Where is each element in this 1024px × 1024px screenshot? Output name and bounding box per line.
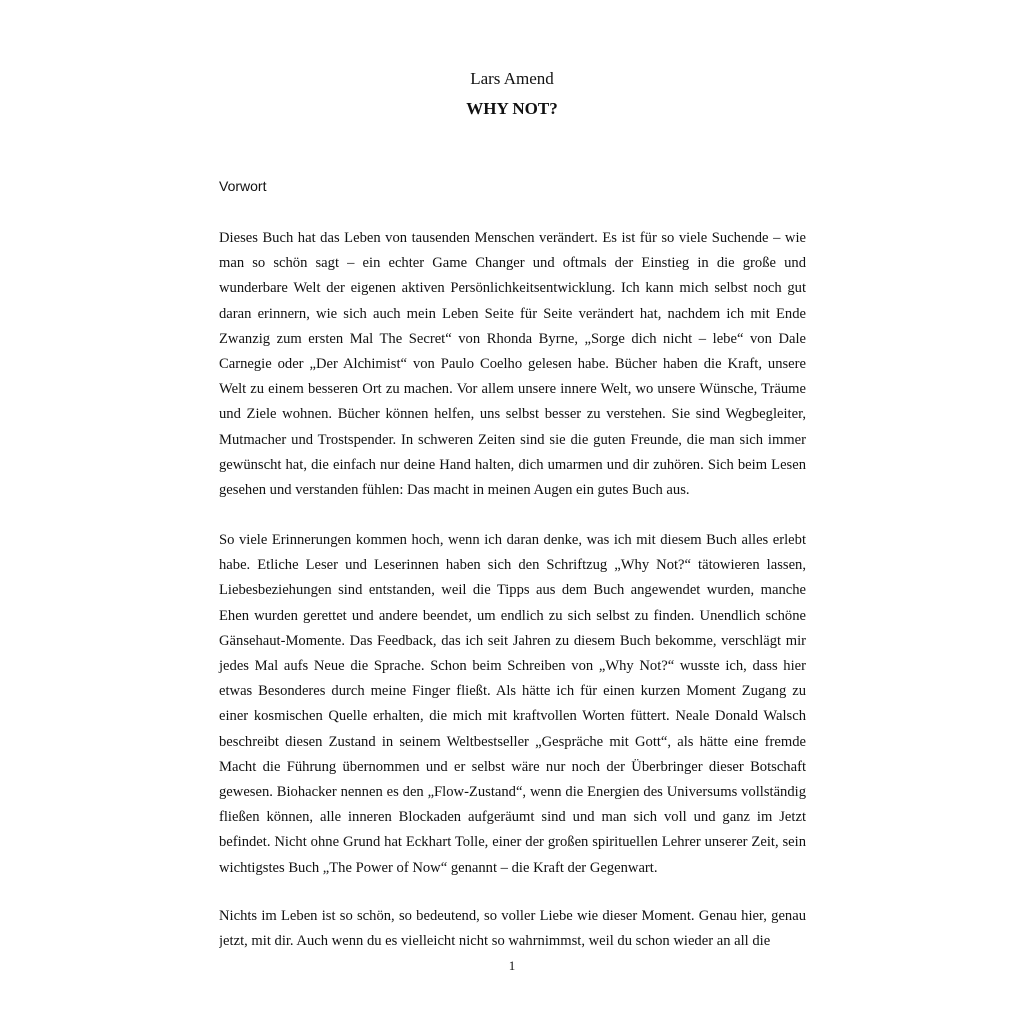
body-paragraph-2: So viele Erinnerungen kommen hoch, wenn ich daran denke, was ich mit diesem Buch alles erlebt habe. Etliche Leser und Leserinnen haben sich den Schriftzug „Why Not?“ tätowieren lassen, Liebesbeziehungen sind entstanden, weil die Tipps aus dem Buch angewendet wurden, manche Ehen wurden gerettet und andere beendet, um endlich zu sich selbst zu finden. Unendlich schöne Gänsehaut-Momente. Das Feedback, das ich seit Jahren zu diesem Buch bekomme, verschlägt mir jedes Mal aufs Neue die Sprache. Schon beim Schreiben von „Why Not?“ wusste ich, dass hier etwas Besonderes durch meine Finger fließt. Als hätte ich für einen kurzen Moment Zugang zu einer kosmischen Quelle erhalten, die mich mit kraftvollen Worten füttert. Neale Donald Walsch beschreibt diesen Zustand in seinem Weltbestseller „Gespräche mit Gott“, als hätte eine fremde Macht die Führung übernommen und er selbst wäre nur noch der Überbringer dieser Botschaft gewesen. Biohacker nennen es den „Flow-Zustand“, wenn die Energien des Universums vollständig fließen können, alle inneren Blockaden aufgeräumt sind und man sich voll und ganz im Jetzt befindet. Nicht ohne Grund hat Eckhart Tolle, einer der großen spirituellen Lehrer unserer Zeit, sein wichtigstes Buch „The Power of Now“ genannt – die Kraft der Gegenwart.: [219, 532, 806, 876]
section-heading: Vorwort: [219, 178, 267, 194]
author-name: Lars Amend: [470, 69, 554, 88]
page-number: 1: [508, 958, 516, 973]
book-title: WHY NOT?: [466, 99, 558, 118]
body-paragraph-3: Nichts im Leben ist so schön, so bedeutend, so voller Liebe wie dieser Moment. Genau hier, genau jetzt, mit dir. Auch wenn du es vielleicht nicht so wahrnimmst, weil du schon wieder an all die: [219, 908, 806, 950]
body-paragraph-1: Dieses Buch hat das Leben von tausenden Menschen verändert. Es ist für so viele Suchende – wie man so schön sagt – ein echter Game Changer und oftmals der Einstieg in die große und wunderbare Welt der eigenen aktiven Persönlichkeitsentwicklung. Ich kann mich selbst noch gut daran erinnern, wie sich auch mein Leben Seite für Seite verändert hat, nachdem ich mit Ende Zwanzig zum ersten Mal The Secret“ von Rhonda Byrne, „Sorge dich nicht – lebe“ von Dale Carnegie oder „Der Alchimist“ von Paulo Coelho gelesen habe. Bücher haben die Kraft, unsere Welt zu einem besseren Ort zu machen. Vor allem unsere innere Welt, wo unsere Wünsche, Träume und Ziele wohnen. Bücher können helfen, uns selbst besser zu verstehen. Sie sind Wegbegleiter, Mutmacher und Trostspender. In schweren Zeiten sind sie die guten Freunde, die man sich immer gewünscht hat, die einfach nur deine Hand halten, dich umarmen und dir zuhören. Sich beim Lesen gesehen und verstanden fühlen: Das macht in meinen Augen ein gutes Buch aus.: [219, 230, 806, 499]
